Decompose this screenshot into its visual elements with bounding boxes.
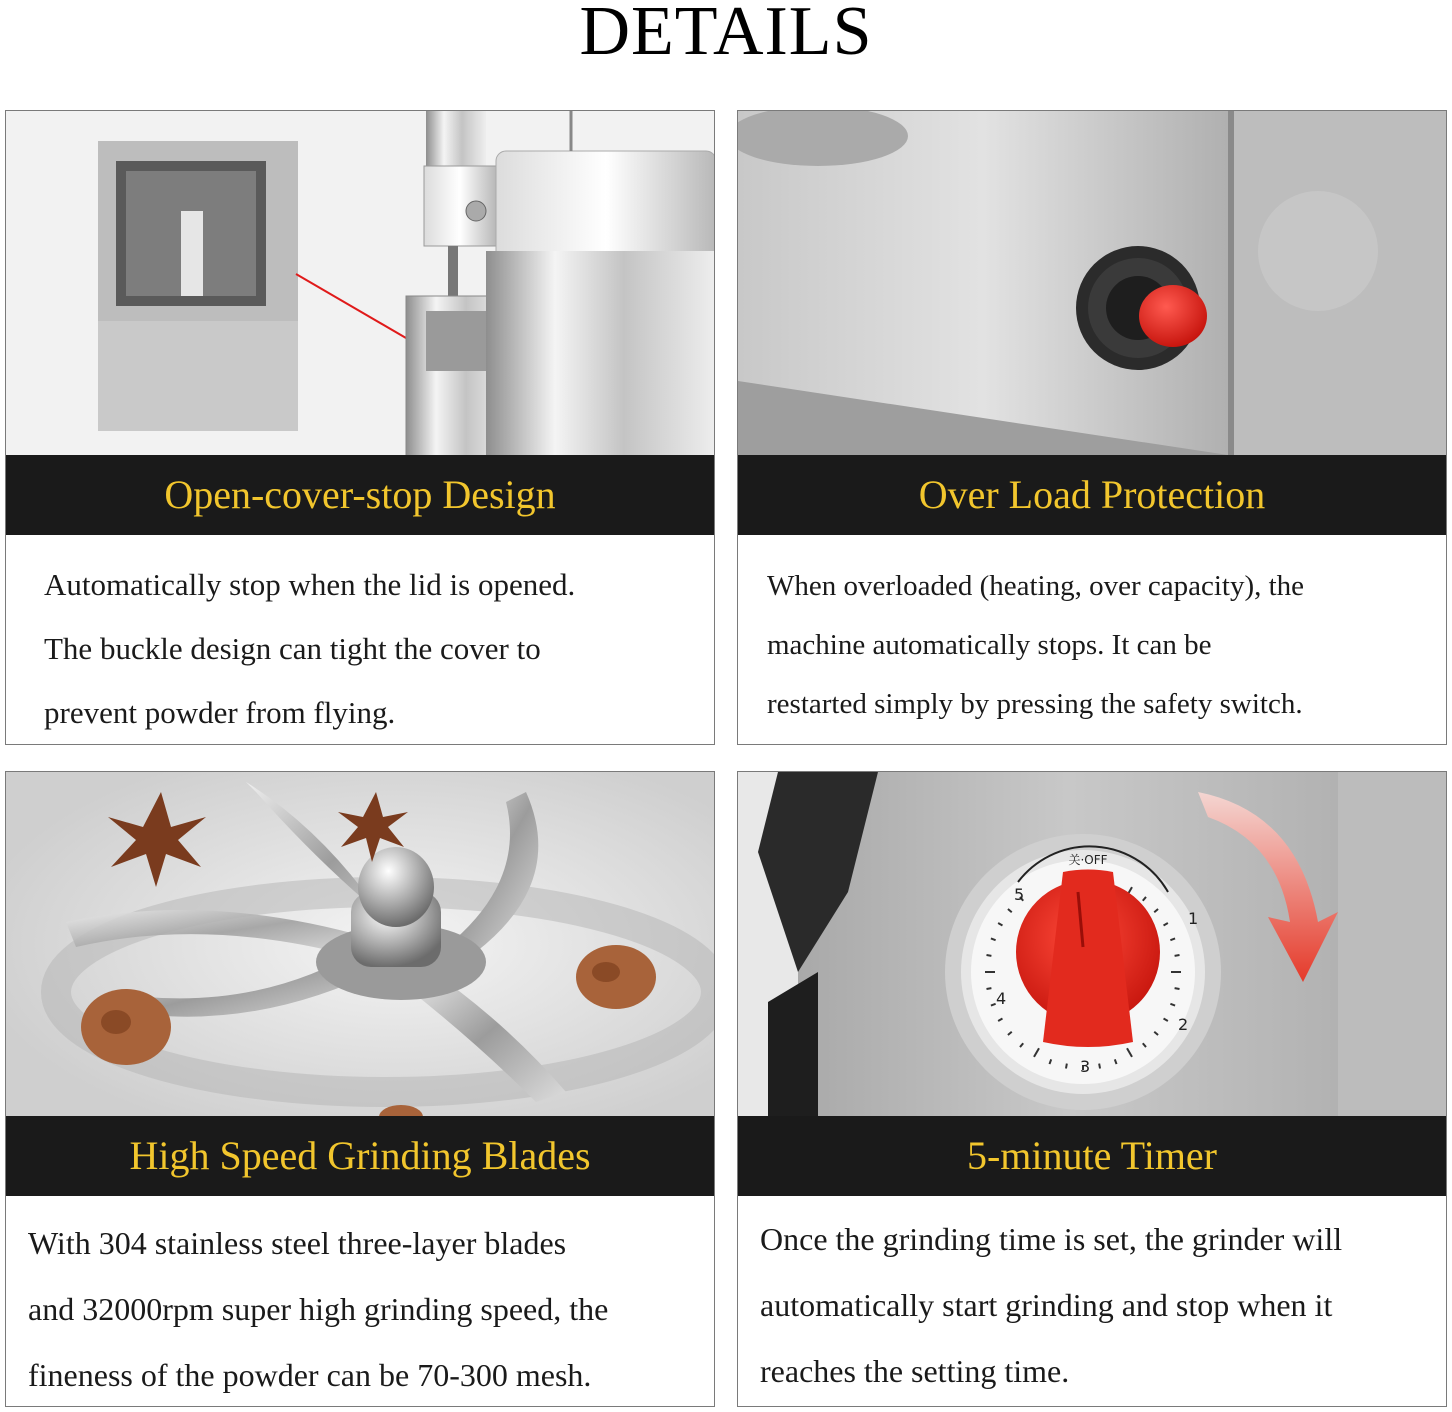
- lid-latch-photo: [6, 111, 714, 455]
- description-line: prevent powder from flying.: [44, 695, 396, 730]
- timer-number-2: 2: [1178, 1015, 1189, 1034]
- feature-title: Over Load Protection: [738, 455, 1446, 535]
- timer-number-5: 5: [1014, 885, 1025, 904]
- timer-number-1: 1: [1188, 909, 1199, 928]
- feature-title: Open-cover-stop Design: [6, 455, 714, 535]
- description-line: fineness of the powder can be 70-300 mesh.: [28, 1357, 592, 1393]
- timer-tick: [986, 988, 991, 989]
- description-line: The buckle design can tight the cover to: [44, 631, 541, 666]
- description-line: restarted simply by pressing the safety switch.: [767, 688, 1303, 720]
- timer-off-label: 关·OFF: [1068, 853, 1108, 867]
- timer-tick: [1175, 988, 1180, 989]
- description-line: reaches the setting time.: [760, 1353, 1070, 1389]
- description-line: Once the grinding time is set, the grinder will: [760, 1221, 1343, 1257]
- feature-description: [738, 1196, 1446, 1406]
- feature-card-timer: [737, 771, 1447, 1407]
- description-line: and 32000rpm super high grinding speed, the: [28, 1291, 609, 1327]
- feature-title: 5-minute Timer: [738, 1116, 1446, 1196]
- timer-knob-photo: [738, 772, 1446, 1116]
- timer-number-4: 4: [996, 989, 1007, 1008]
- feature-description: [6, 1196, 714, 1406]
- timer-number-3: 3: [1080, 1057, 1091, 1076]
- feature-card-grinding-blades: [5, 771, 715, 1407]
- timer-tick: [1175, 955, 1180, 956]
- grinding-blades-photo: [6, 772, 714, 1116]
- page-title: DETAILS: [579, 0, 873, 70]
- feature-description: [6, 535, 714, 745]
- description-line: With 304 stainless steel three-layer blades: [28, 1225, 567, 1261]
- description-line: When overloaded (heating, over capacity), the: [767, 570, 1305, 602]
- feature-title: High Speed Grinding Blades: [6, 1116, 714, 1196]
- description-line: automatically start grinding and stop when it: [760, 1287, 1333, 1323]
- safety-switch-photo: [738, 111, 1446, 455]
- description-line: Automatically stop when the lid is opened.: [44, 567, 576, 602]
- feature-description: [738, 535, 1446, 745]
- timer-tick: [986, 955, 991, 956]
- description-line: machine automatically stops. It can be: [767, 629, 1212, 661]
- timer-tick: [1066, 1064, 1067, 1069]
- timer-tick: [1099, 1064, 1100, 1069]
- feature-card-open-cover-stop: [5, 110, 715, 745]
- feature-card-overload-protection: [737, 110, 1447, 745]
